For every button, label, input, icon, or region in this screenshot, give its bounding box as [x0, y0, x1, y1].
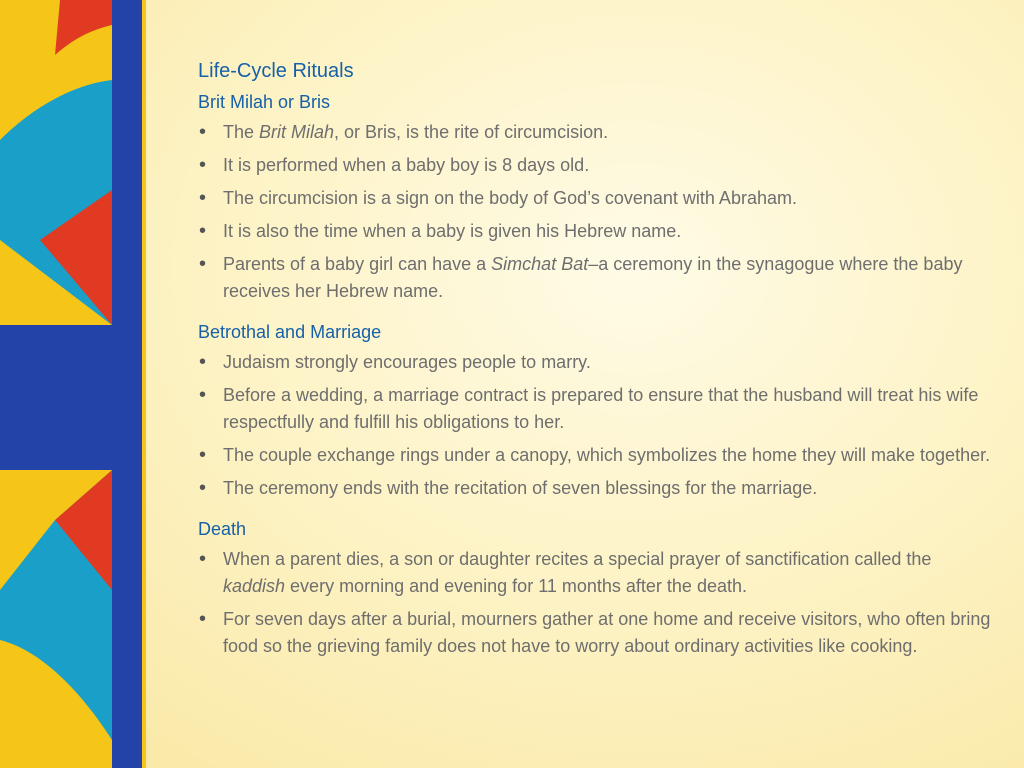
slide-content [198, 57, 998, 674]
blue-stripe [112, 0, 142, 768]
section-heading: Brit Milah or Bris [198, 92, 331, 112]
bullet-item: • Before a wedding, a marriage contract is prepared to ensure that the husband will treat his wife respectfully and fulfill his obligations to her. [198, 382, 998, 436]
bullet-list [198, 119, 998, 305]
bullet-list [198, 546, 998, 660]
yellow-stripe [142, 0, 146, 768]
bullet-item: • Parents of a baby girl can have a Simchat Bat–a ceremony in the synagogue where the baby receives her Hebrew name. [198, 251, 998, 305]
section-brit-milah [198, 89, 998, 305]
section-heading: Betrothal and Marriage [198, 322, 382, 342]
bullet-item: • It is also the time when a baby is given his Hebrew name. [198, 218, 998, 245]
bullet-item: • It is performed when a baby boy is 8 days old. [198, 152, 998, 179]
bullet-item: • Judaism strongly encourages people to marry. [198, 349, 998, 376]
bullet-item: • The circumcision is a sign on the body of God’s covenant with Abraham. [198, 185, 998, 212]
bullet-list [198, 349, 998, 502]
bullet-item: • The ceremony ends with the recitation of seven blessings for the marriage. [198, 475, 998, 502]
bullet-item: • The Brit Milah, or Bris, is the rite of circumcision. [198, 119, 998, 146]
bullet-item: • For seven days after a burial, mourners gather at one home and receive visitors, who often bring food so the grieving family does not have to worry about ordinary activities like cooking. [198, 606, 998, 660]
bullet-item: • The couple exchange rings under a canopy, which symbolizes the home they will make together. [198, 442, 998, 469]
blue-band [0, 325, 112, 470]
decorative-side-banner [0, 0, 150, 768]
section-heading: Death [198, 519, 247, 539]
section-death [198, 516, 998, 660]
section-betrothal-marriage [198, 319, 998, 502]
slide-title: Life-Cycle Rituals [198, 60, 354, 82]
bullet-item: • When a parent dies, a son or daughter recites a special prayer of sanctification called the kaddish every morning and evening for 11 months after the death. [198, 546, 998, 600]
